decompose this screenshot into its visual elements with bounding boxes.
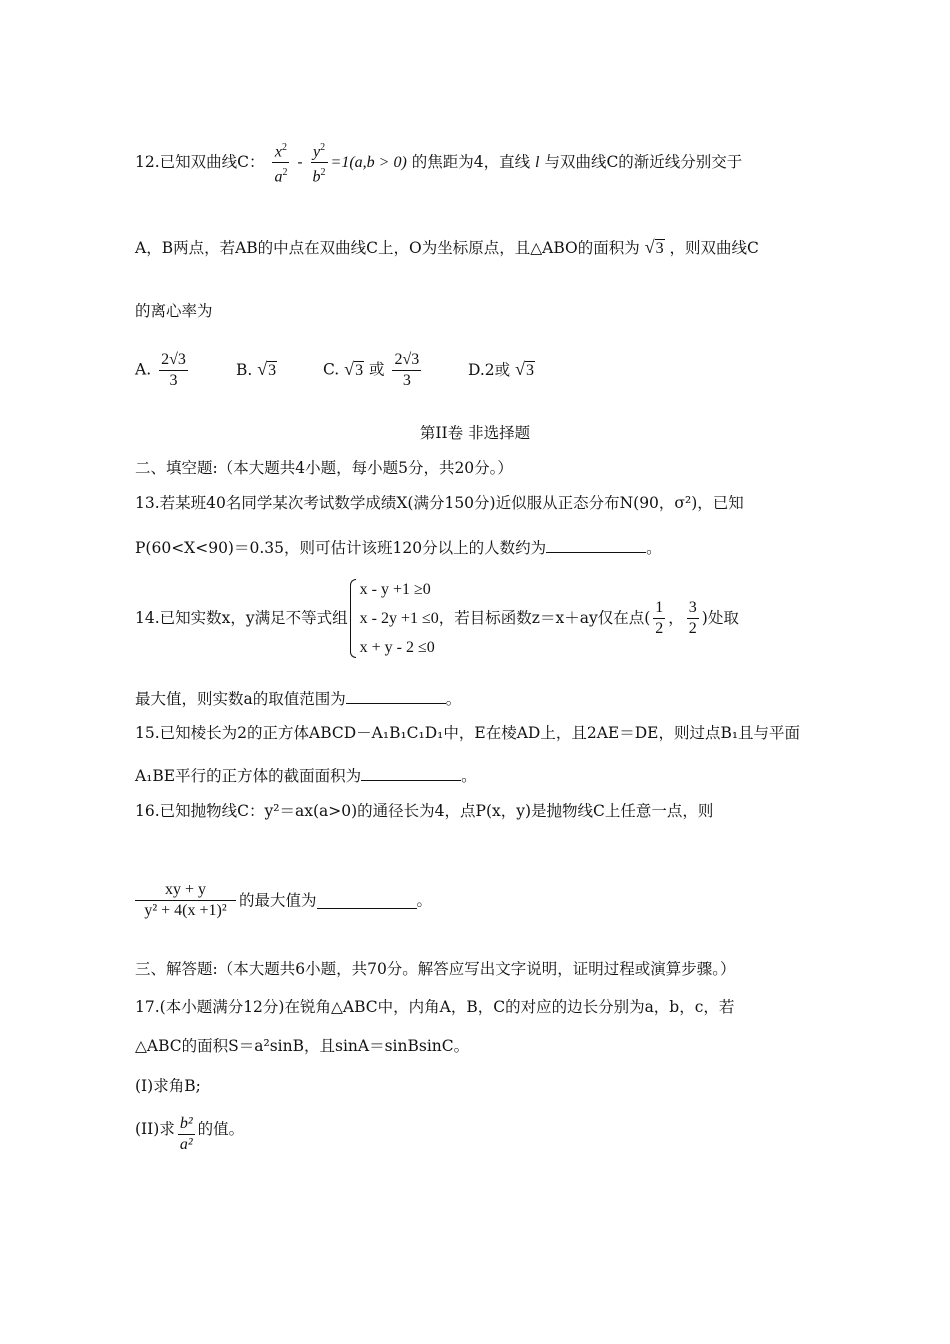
q14-p1-den: 2 bbox=[655, 620, 664, 637]
q15-line2-text: A₁BE平行的正方体的截面面积为 bbox=[135, 767, 362, 785]
q14-ineq-3: x + y - 2 ≤0 bbox=[359, 639, 435, 656]
q14-frac-3-2 bbox=[687, 598, 699, 639]
q14-line2 bbox=[135, 687, 461, 710]
q12-option-b bbox=[236, 358, 277, 382]
q12-tail: 的焦距为4，直线 bbox=[411, 152, 531, 171]
q16-end: 。 bbox=[416, 891, 433, 910]
q17-part2-lead: (II)求 bbox=[135, 1120, 175, 1138]
q14-lead: 14.已知实数x，y满足不等式组 bbox=[135, 609, 348, 627]
q16-fraction bbox=[135, 880, 236, 921]
q13-line1: 13.若某班40名同学某次考试数学成绩X(满分150分)近似服从正态分布N(90，σ²)，已知 bbox=[135, 494, 744, 512]
q14-tail: )处取 bbox=[701, 609, 739, 627]
option-b-sqrt: √3 bbox=[257, 359, 277, 379]
q17-part1: (I)求角B; bbox=[135, 1077, 201, 1095]
q17-line1: 17.(本小题满分12分)在锐角△ABC中，内角A，B，C的对应的边长分别为a，b，c，若 bbox=[135, 998, 735, 1016]
q16-line2 bbox=[135, 880, 432, 921]
q12-line2a: A，B两点，若AB的中点在双曲线C上，O为坐标原点，且△ABO的面积为 bbox=[135, 239, 640, 257]
q12-line2b: ，则双曲线C bbox=[669, 239, 759, 257]
option-a-num: 2√3 bbox=[161, 351, 186, 368]
q17-part2-tail: 的值。 bbox=[197, 1120, 245, 1138]
q13-end: 。 bbox=[646, 539, 662, 557]
q12-y: y bbox=[312, 143, 321, 161]
q14-line2-text: 最大值，则实数a的取值范围为 bbox=[135, 690, 346, 708]
q16-frac-num: xy + y bbox=[165, 881, 207, 898]
q12-lead: 12.已知双曲线C： bbox=[135, 152, 265, 171]
q12-line-l: l bbox=[535, 153, 540, 171]
q17-frac-num: b² bbox=[179, 1115, 193, 1132]
q14-comma: ， bbox=[668, 609, 684, 627]
option-a-frac bbox=[159, 350, 188, 391]
option-d-sqrt: √3 bbox=[515, 359, 534, 379]
q12-a: a bbox=[274, 168, 283, 186]
q17-frac-b2-a2 bbox=[178, 1114, 195, 1155]
q15-line2 bbox=[135, 764, 477, 787]
option-d-label: D.2或 bbox=[468, 361, 511, 379]
q15-answer-blank[interactable] bbox=[361, 764, 461, 781]
q16-line1: 16.已知抛物线C：y²＝ax(a>0)的通径长为4，点P(x，y)是抛物线C上任意一点，则 bbox=[135, 802, 714, 820]
q12-tail2: 与双曲线C的渐近线分别交于 bbox=[544, 152, 743, 171]
q14-p2-num: 3 bbox=[688, 599, 697, 616]
q14-p2-den: 2 bbox=[688, 620, 697, 637]
q14-inequality-system bbox=[348, 575, 439, 662]
q12-option-a bbox=[135, 350, 191, 391]
q12-eq-rest: =1(a,b > 0) bbox=[330, 153, 407, 171]
q17-frac-den: a² bbox=[179, 1136, 193, 1153]
option-c-sqrt-arg: 3 bbox=[355, 361, 364, 379]
q13-line2 bbox=[135, 536, 662, 559]
option-c-frac bbox=[392, 350, 421, 391]
q16-frac-den: y² + 4(x +1)² bbox=[135, 900, 236, 921]
option-b-sqrt-arg: 3 bbox=[268, 362, 277, 379]
q12-b: b bbox=[312, 168, 321, 186]
q12-frac-y2b2: $\frac{y^2}{b^2}$ bbox=[312, 142, 326, 186]
q14-line1 bbox=[135, 575, 739, 662]
q12-option-c bbox=[323, 350, 424, 391]
q12-frac-x2a2: $\frac{x^2}{a^2}$ bbox=[274, 142, 288, 186]
option-c-den: 3 bbox=[392, 370, 421, 391]
section2-title: 第II卷 非选择题 bbox=[419, 424, 531, 442]
section2-heading: 二、填空题:（本大题共4小题，每小题5分，共20分。） bbox=[135, 459, 513, 477]
q12-option-d bbox=[468, 358, 535, 382]
q12-sqrt3-arg: 3 bbox=[655, 240, 664, 257]
q14-mid: ，若目标函数z＝x＋ay仅在点( bbox=[438, 609, 651, 627]
q13-answer-blank[interactable] bbox=[546, 536, 646, 553]
q17-part2 bbox=[135, 1115, 245, 1155]
q15-end: 。 bbox=[461, 767, 477, 785]
q12-sqrt3: √3 bbox=[644, 237, 664, 257]
option-c-label: C. bbox=[323, 360, 340, 379]
q15-line1: 15.已知棱长为2的正方体ABCD－A₁B₁C₁D₁中，E在棱AD上，且2AE＝DE，则过点B₁且与平面 bbox=[135, 724, 801, 742]
option-c-or: 或 bbox=[369, 360, 385, 379]
option-b-label: B. bbox=[236, 361, 253, 379]
q14-end: 。 bbox=[445, 690, 462, 708]
section3-heading: 三、解答题:（本大题共6小题，共70分。解答应写出文字说明，证明过程或演算步骤。） bbox=[135, 960, 736, 978]
q16-answer-blank[interactable] bbox=[317, 892, 417, 909]
q14-ineq-2: x - 2y +1 ≤0 bbox=[359, 610, 439, 627]
q17-line2: △ABC的面积S＝a²sinB，且sinA＝sinBsinC。 bbox=[135, 1037, 470, 1055]
option-c-num: 2√3 bbox=[394, 351, 420, 368]
q14-answer-blank[interactable] bbox=[346, 687, 446, 704]
q16-tail: 的最大值为 bbox=[239, 891, 317, 910]
option-c-sqrt: √3 bbox=[344, 358, 364, 379]
q12-line2 bbox=[135, 236, 759, 260]
q14-p1-num: 1 bbox=[655, 599, 664, 616]
q13-line2-text: P(60<X<90)＝0.35，则可估计该班120分以上的人数约为 bbox=[135, 539, 547, 557]
q14-ineq-1: x - y +1 ≥0 bbox=[359, 581, 431, 598]
option-a-label: A. bbox=[135, 360, 152, 379]
q12-line1: 12.已知双曲线C： $\frac{x^2}{a^2}$ - $\frac{y^2}{b^2}$ =1(a,b > 0) 的焦距为4，直线 l 与双曲线C的渐近线分别交于 bbox=[135, 138, 742, 188]
q12-line3: 的离心率为 bbox=[135, 302, 213, 320]
option-a-den: 3 bbox=[159, 370, 188, 391]
q14-frac-1-2 bbox=[653, 598, 665, 639]
option-d-sqrt-arg: 3 bbox=[526, 362, 534, 379]
q12-x: x bbox=[274, 143, 282, 161]
